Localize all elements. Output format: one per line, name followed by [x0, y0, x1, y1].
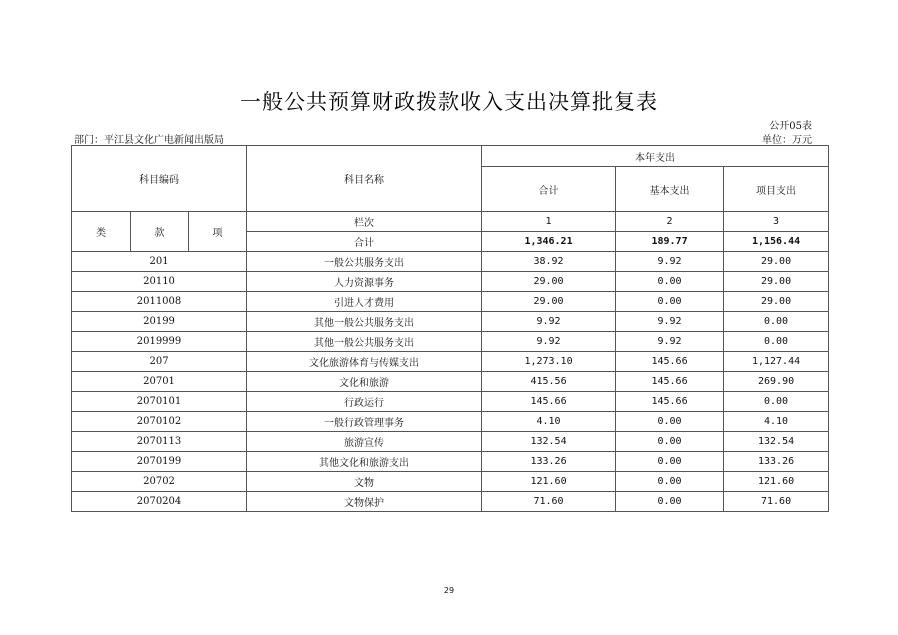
row-project: 1,127.44 [724, 352, 829, 372]
row-name: 文物 [247, 472, 482, 492]
row-total: 71.60 [482, 492, 616, 512]
row-total: 29.00 [482, 272, 616, 292]
row-name: 一般行政管理事务 [247, 412, 482, 432]
table-row [72, 452, 829, 472]
row-code: 20110 [72, 272, 247, 292]
table-row [72, 492, 829, 512]
unit-label: 单位：万元 [762, 135, 812, 146]
row-basic: 9.92 [616, 252, 724, 272]
row-code: 20701 [72, 372, 247, 392]
row-total: 132.54 [482, 432, 616, 452]
table-row [72, 352, 829, 372]
row-basic: 145.66 [616, 372, 724, 392]
row-code: 2070102 [72, 412, 247, 432]
row-name: 人力资源事务 [247, 272, 482, 292]
header-current-year: 本年支出 [482, 146, 829, 167]
row-basic: 145.66 [616, 352, 724, 372]
row-name: 文化和旅游 [247, 372, 482, 392]
table-row [72, 372, 829, 392]
row-code: 207 [72, 352, 247, 372]
header-lei: 类 [72, 212, 131, 252]
row-basic: 0.00 [616, 292, 724, 312]
row-basic: 0.00 [616, 452, 724, 472]
row-project: 0.00 [724, 392, 829, 412]
summary-label: 合计 [247, 232, 482, 252]
row-name: 其他一般公共服务支出 [247, 312, 482, 332]
header-column-index: 栏次 [247, 212, 482, 232]
row-code: 2070113 [72, 432, 247, 452]
row-total: 9.92 [482, 332, 616, 352]
row-code: 2070199 [72, 452, 247, 472]
row-basic: 0.00 [616, 492, 724, 512]
row-basic: 9.92 [616, 332, 724, 352]
summary-total: 1,346.21 [482, 232, 616, 252]
header-basic: 基本支出 [616, 167, 724, 212]
department-label: 部门：平江县文化广电新闻出版局 [74, 135, 224, 146]
row-total: 133.26 [482, 452, 616, 472]
header-total: 合计 [482, 167, 616, 212]
table-row [72, 252, 829, 272]
row-basic: 0.00 [616, 412, 724, 432]
table-row [72, 472, 829, 492]
row-basic: 0.00 [616, 472, 724, 492]
row-total: 415.56 [482, 372, 616, 392]
row-total: 1,273.10 [482, 352, 616, 372]
row-total: 38.92 [482, 252, 616, 272]
row-name: 文化旅游体育与传媒支出 [247, 352, 482, 372]
row-project: 29.00 [724, 252, 829, 272]
row-project: 269.90 [724, 372, 829, 392]
table-row [72, 292, 829, 312]
table-row [72, 412, 829, 432]
row-name: 其他一般公共服务支出 [247, 332, 482, 352]
row-project: 29.00 [724, 292, 829, 312]
header-code: 科目编码 [72, 146, 247, 212]
row-project: 133.26 [724, 452, 829, 472]
header-xiang: 项 [189, 212, 247, 252]
form-number: 公开05表 [769, 121, 812, 132]
row-code: 2070204 [72, 492, 247, 512]
table-row [72, 392, 829, 412]
row-basic: 145.66 [616, 392, 724, 412]
row-name: 旅游宣传 [247, 432, 482, 452]
row-basic: 0.00 [616, 432, 724, 452]
table-row [72, 432, 829, 452]
row-code: 20702 [72, 472, 247, 492]
table-row [72, 332, 829, 352]
row-name: 一般公共服务支出 [247, 252, 482, 272]
table-row [72, 312, 829, 332]
row-project: 29.00 [724, 272, 829, 292]
row-project: 4.10 [724, 412, 829, 432]
row-name: 其他文化和旅游支出 [247, 452, 482, 472]
row-code: 20199 [72, 312, 247, 332]
row-total: 145.66 [482, 392, 616, 412]
row-total: 121.60 [482, 472, 616, 492]
column-index-2: 2 [616, 212, 724, 232]
row-name: 行政运行 [247, 392, 482, 412]
header-project: 项目支出 [724, 167, 829, 212]
row-name: 文物保护 [247, 492, 482, 512]
row-basic: 9.92 [616, 312, 724, 332]
page-number: 29 [443, 586, 455, 595]
row-code: 2011008 [72, 292, 247, 312]
row-project: 0.00 [724, 312, 829, 332]
row-project: 132.54 [724, 432, 829, 452]
row-basic: 0.00 [616, 272, 724, 292]
column-index-1: 1 [482, 212, 616, 232]
row-project: 121.60 [724, 472, 829, 492]
table-row [72, 272, 829, 292]
page-title: 一般公共预算财政拨款收入支出决算批复表 [240, 90, 658, 114]
summary-project: 1,156.44 [724, 232, 829, 252]
row-project: 0.00 [724, 332, 829, 352]
row-project: 71.60 [724, 492, 829, 512]
row-total: 29.00 [482, 292, 616, 312]
row-code: 201 [72, 252, 247, 272]
header-kuan: 款 [131, 212, 189, 252]
row-code: 2019999 [72, 332, 247, 352]
row-total: 9.92 [482, 312, 616, 332]
column-index-3: 3 [724, 212, 829, 232]
row-code: 2070101 [72, 392, 247, 412]
row-name: 引进人才费用 [247, 292, 482, 312]
header-name: 科目名称 [247, 146, 482, 212]
budget-table [71, 145, 829, 512]
summary-basic: 189.77 [616, 232, 724, 252]
row-total: 4.10 [482, 412, 616, 432]
